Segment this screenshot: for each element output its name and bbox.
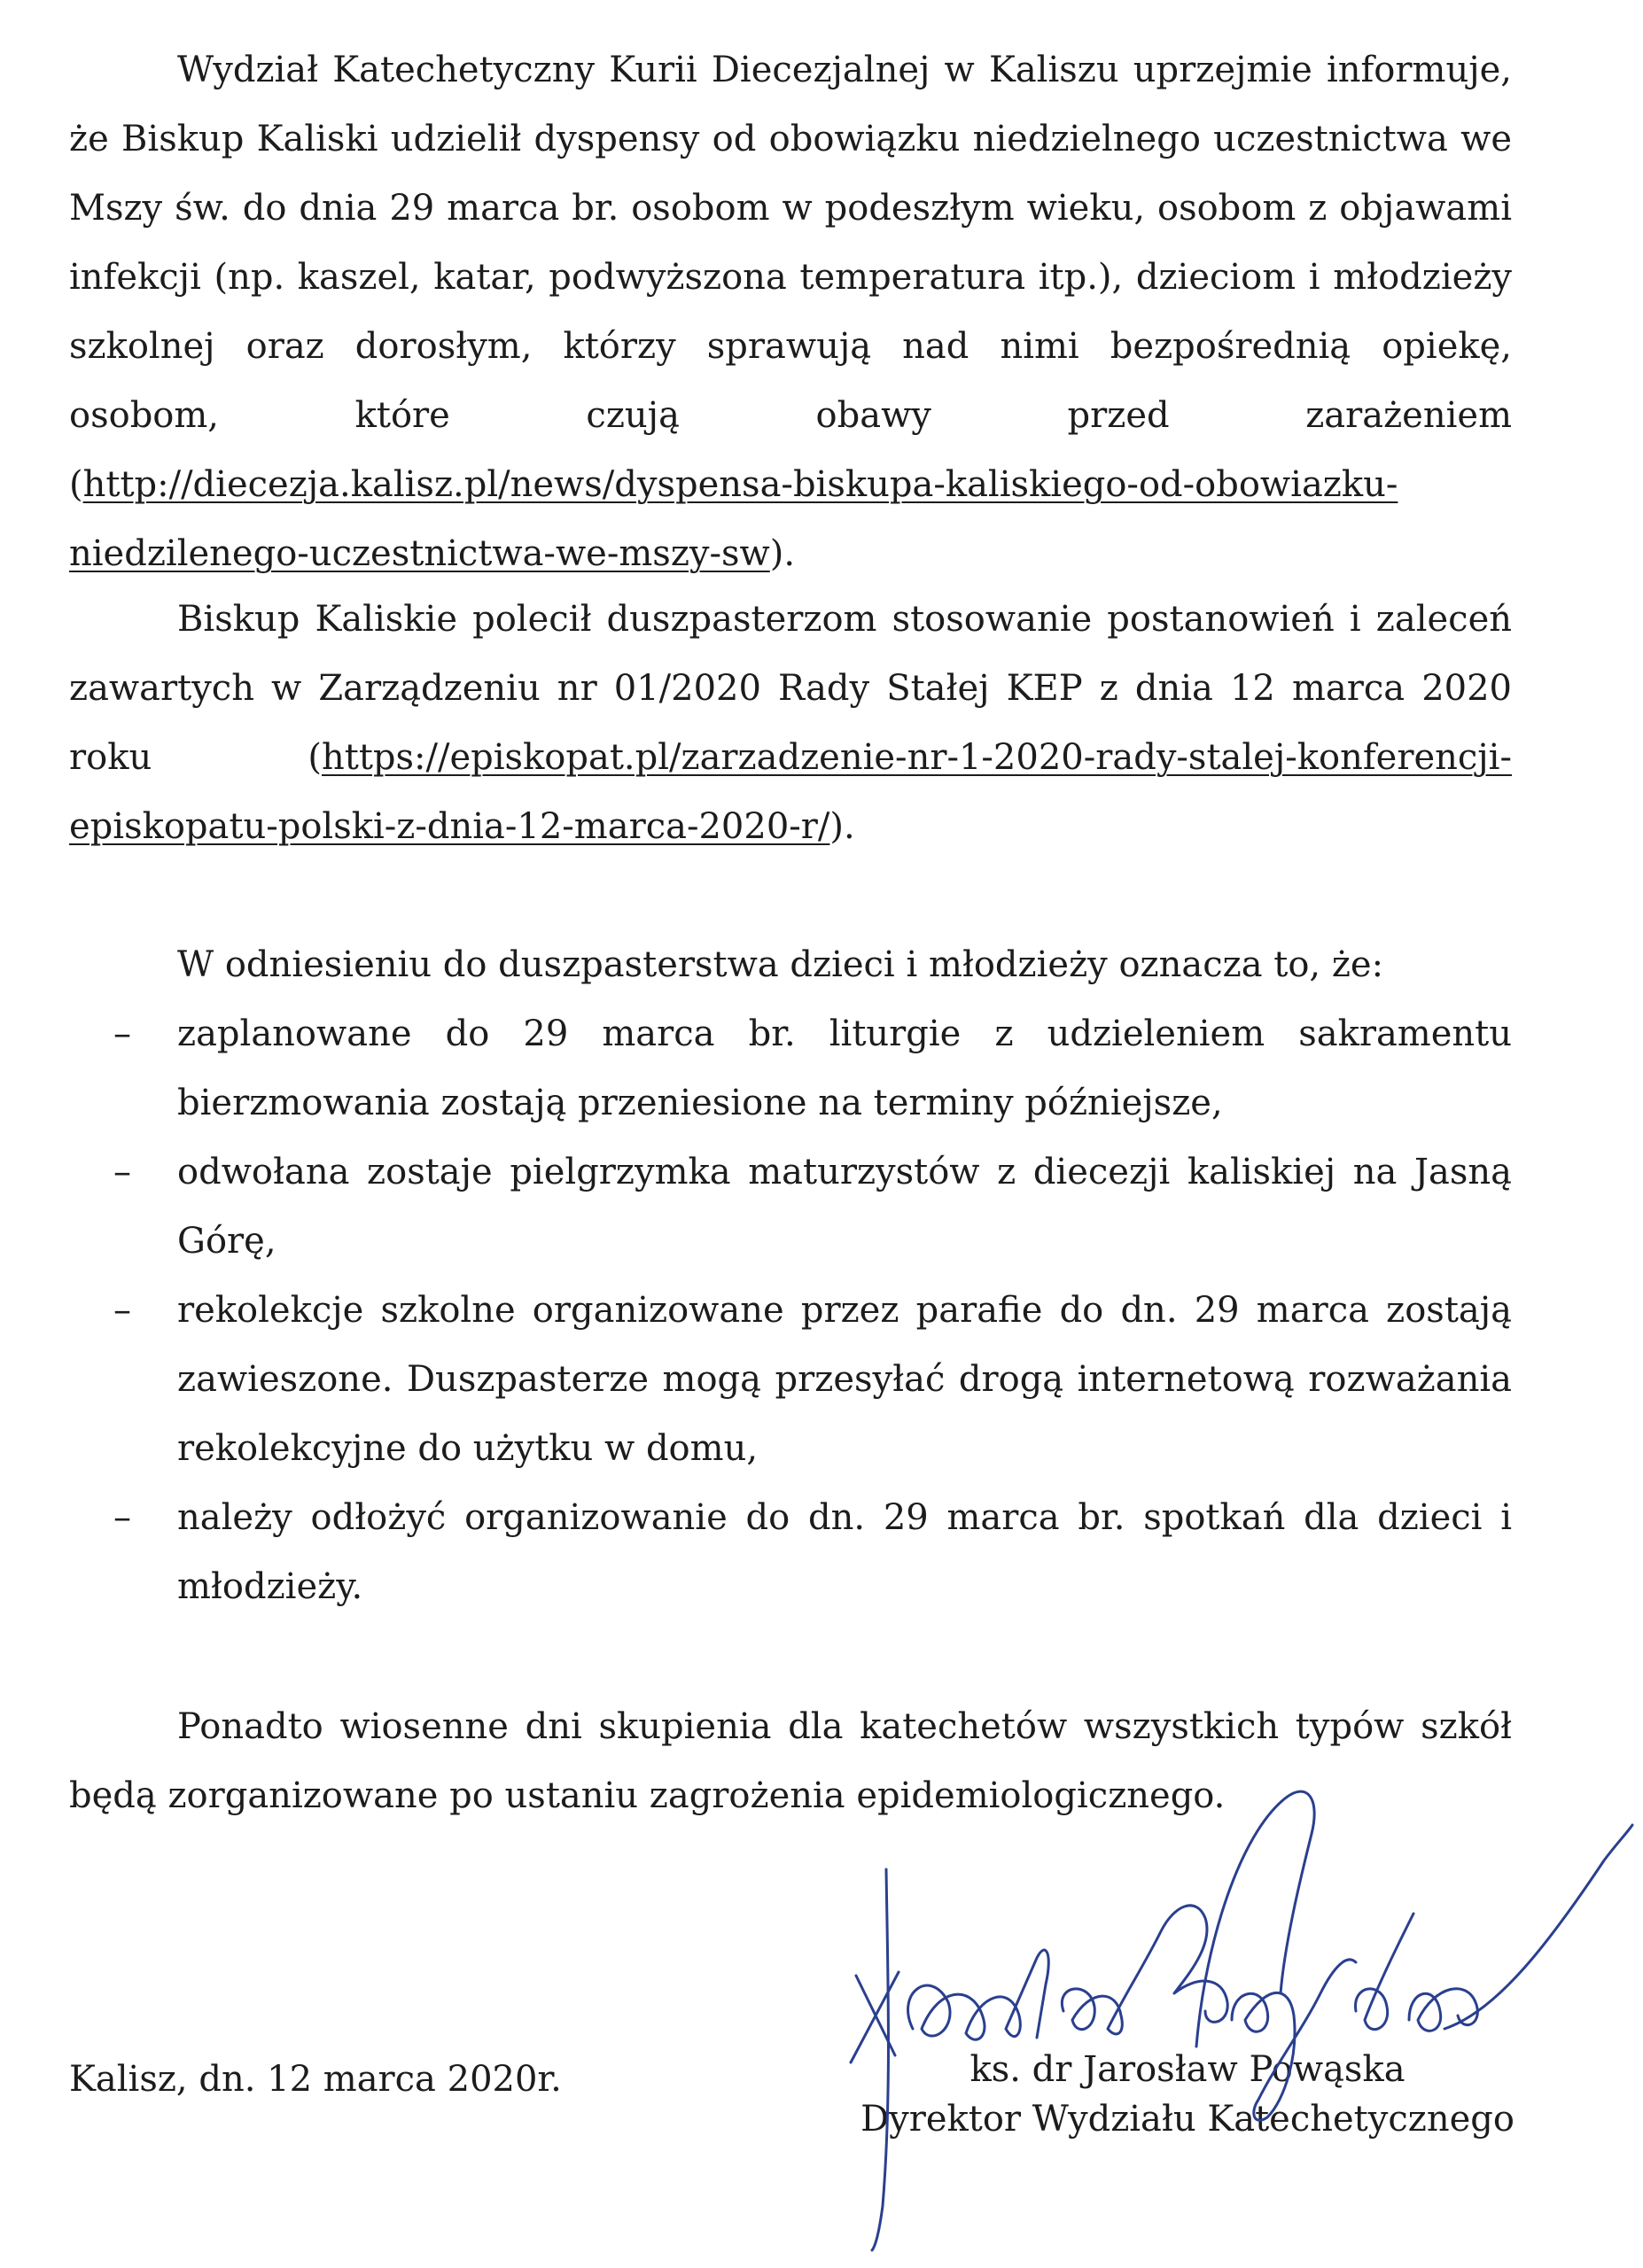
signature-loop-stroke-4 — [1356, 1914, 1478, 2031]
list-dash: – — [113, 1152, 131, 1192]
paragraph-dispensation-end: ). — [769, 533, 796, 574]
paragraph-directive-end: ). — [829, 806, 855, 847]
signer-title: Dyrektor Wydziału Katechetycznego — [860, 2099, 1515, 2140]
signature-x-stroke — [851, 1972, 899, 2062]
place-and-date: Kalisz, dn. 12 marca 2020r. — [69, 2059, 562, 2100]
list-item-text: rekolekcje szkolne organizowane przez parafie do dn. 29 marca zostają zawieszone. Duszpasterze mogą przesyłać drogą internetową rozważania rekolekcyjne do użytku w domu, — [177, 1290, 1512, 1469]
paragraph-directive-text: Biskup Kaliskie polecił duszpasterzom stosowanie postanowień i zaleceń zawartych w Zarządzeniu nr 01/2020 Rady Stałej KEP z dnia 12 marca 2020 roku ( — [69, 599, 1512, 778]
signature-loop-stroke-2 — [1062, 1906, 1227, 2034]
list-item-text: zaplanowane do 29 marca br. liturgie z udzieleniem sakramentu bierzmowania zostają przeniesione na terminy późniejsze, — [177, 1014, 1512, 1123]
handwritten-signature — [824, 1763, 1639, 2259]
list-item — [69, 999, 1512, 1138]
measures-list — [69, 999, 1512, 1621]
episkopat-link[interactable]: https://episkopat.pl/zarzadzenie-nr-1-2020-rady-stalej-konferencji-episkopatu-polski-z-dnia-12-marca-2020-r/ — [69, 737, 1512, 847]
signature-loop-stroke-1 — [908, 1950, 1049, 2039]
list-item — [69, 1138, 1512, 1276]
paragraph-youth-intro: W odniesieniu do duszpasterstwa dzieci i młodzieży oznacza to, że: — [177, 944, 1384, 985]
paragraph-retreat-days: Ponadto wiosenne dni skupienia dla katechetów wszystkich typów szkół będą zorganizowane po ustaniu zagrożenia epidemiologicznego. — [69, 1706, 1512, 1816]
signer-name: ks. dr Jarosław Powąska — [969, 2049, 1406, 2090]
signature-upper-arc — [1196, 1791, 1314, 2047]
list-dash: – — [113, 1497, 131, 1538]
list-item — [69, 1276, 1512, 1483]
list-dash: – — [113, 1014, 131, 1054]
paragraph-dispensation-text: Wydział Katechetyczny Kurii Diecezjalnej w Kaliszu uprzejmie informuje, że Biskup Kaliski udzielił dyspensy od obowiązku niedzielnego uczestnictwa we Mszy św. do dnia 29 marca br. osobom w podeszłym wieku, osobom z objawami infekcji (np. kaszel, katar, podwyższona temperatura itp.), dzieciom i młodzieży szkolnej oraz dorosłym, którzy sprawują nad nimi bezpośrednią opiekę, osobom, które czują obawy przed zarażeniem ( — [69, 50, 1512, 505]
paragraph-dispensation — [69, 35, 1512, 588]
list-item-text: należy odłożyć organizowanie do dn. 29 marca br. spotkań dla dzieci i młodzieży. — [177, 1497, 1512, 1607]
signature-vertical-stroke — [872, 1869, 889, 2250]
list-item — [69, 1483, 1512, 1621]
diecezja-link[interactable]: http://diecezja.kalisz.pl/news/dyspensa-biskupa-kaliskiego-od-obowiazku-niedzilenego-uczestnictwa-we-mszy-sw — [69, 464, 1398, 574]
paragraph-directive — [69, 585, 1512, 861]
signature-loop-stroke-3 — [1232, 1960, 1356, 2120]
list-dash: – — [113, 1290, 131, 1331]
list-item-text: odwołana zostaje pielgrzymka maturzystów z diecezji kaliskiej na Jasną Górę, — [177, 1152, 1512, 1262]
